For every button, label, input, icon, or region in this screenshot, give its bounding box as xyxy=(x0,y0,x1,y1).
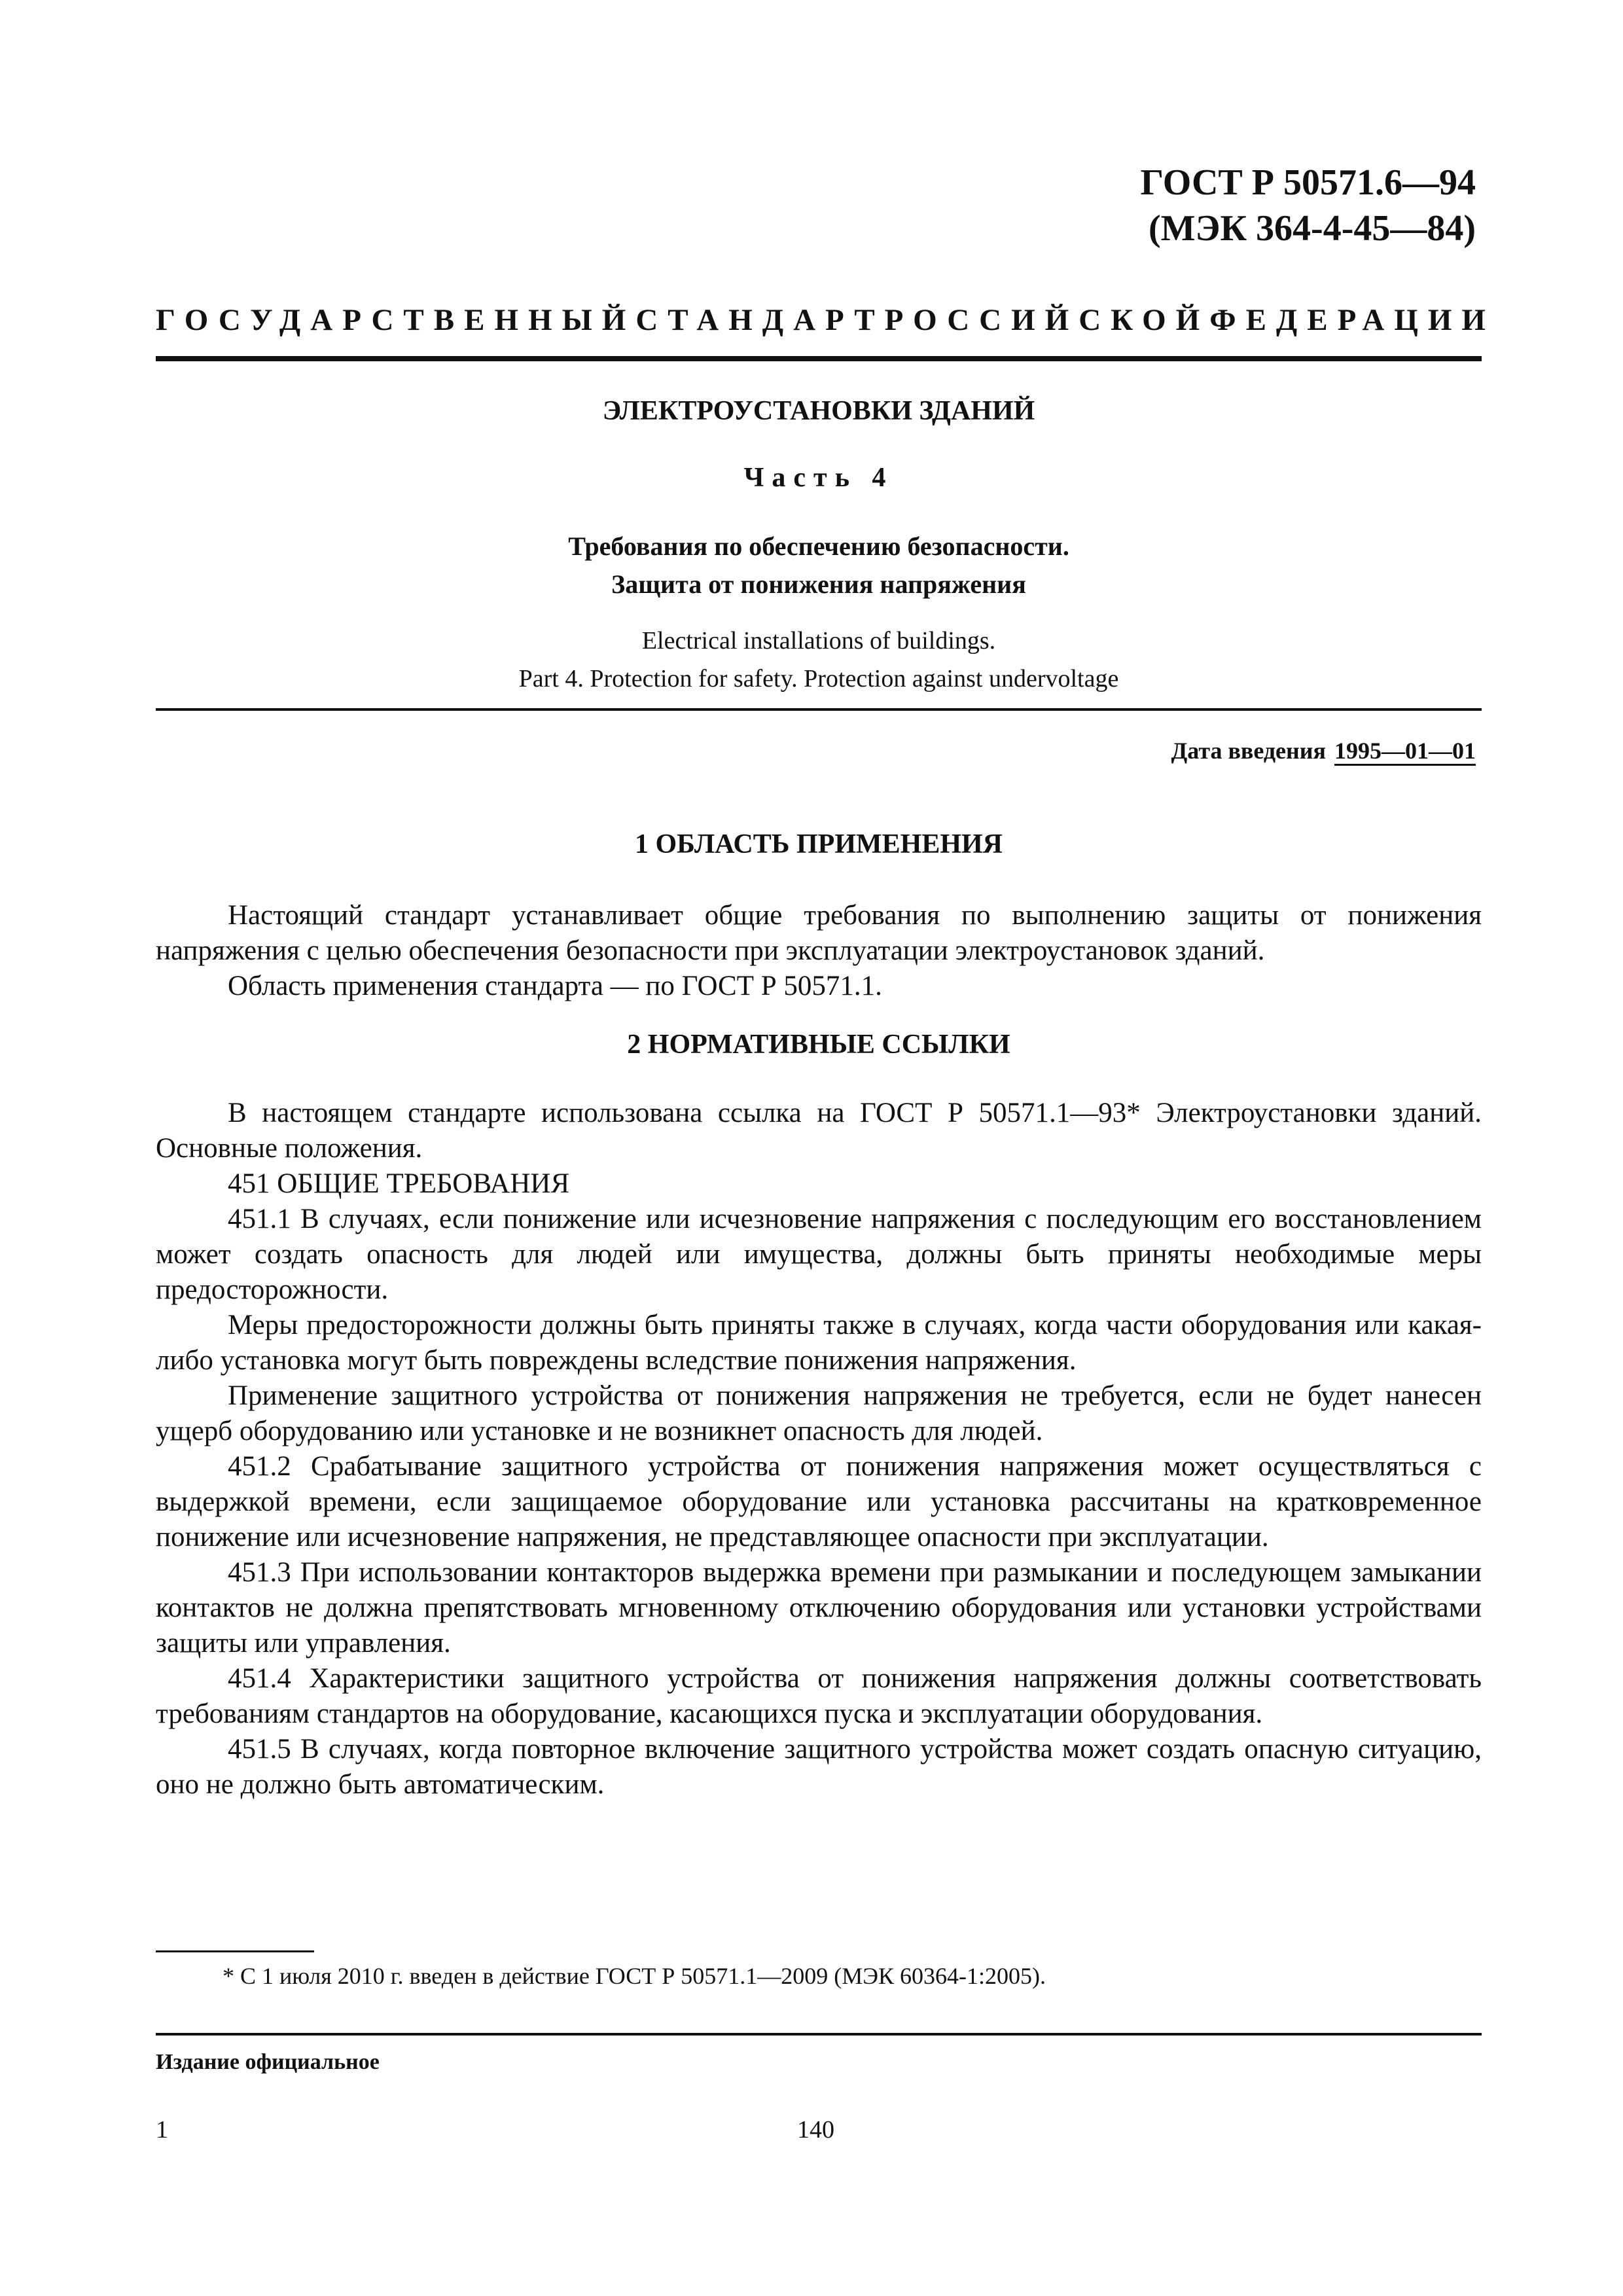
section-1-heading: 1 ОБЛАСТЬ ПРИМЕНЕНИЯ xyxy=(634,829,1003,859)
paragraph: Применение защитного устройства от понижения напряжения не требуется, если не будет нанесен ущерб оборудованию или установке и не возникнет опасность для людей. xyxy=(156,1380,1482,1446)
section-1-body xyxy=(156,898,1482,1004)
state-standard-heading xyxy=(156,302,1495,338)
section-2-body xyxy=(156,1096,1482,1803)
paragraph: Область применения стандарта — по ГОСТ Р 50571.1. xyxy=(228,971,882,1001)
english-line-2: Part 4. Protection for safety. Protection against undervoltage xyxy=(518,665,1119,692)
paragraph: 451.2 Срабатывание защитного устройства от понижения напряжения может осуществляться с выдержкой времени, если защищаемое оборудование или установка рассчитаны на кратковременное понижение или исчезновение напряжения, не представляющее опасности при эксплуатации. xyxy=(156,1451,1482,1552)
section-2-heading: 2 НОРМАТИВНЫЕ ССЫЛКИ xyxy=(627,1030,1010,1060)
english-line-1: Electrical installations of buildings. xyxy=(641,627,996,655)
state-word-1: ГОСУДАРСТВЕННЫЙ xyxy=(156,303,636,337)
part-label: Часть 4 xyxy=(743,463,894,493)
document-designation xyxy=(1141,160,1476,251)
paragraph: 451.5 В случаях, когда повторное включение защитного устройства может создать опасную ситуацию, оно не должно быть автоматическим. xyxy=(156,1734,1482,1800)
subtitle-line-2: Защита от понижения напряжения xyxy=(611,569,1026,599)
paragraph: Меры предосторожности должны быть приняты также в случаях, когда части оборудования или какая-либо установка могут быть повреждены вследствие понижения напряжения. xyxy=(156,1310,1482,1376)
state-word-2: СТАНДАРТ xyxy=(635,303,885,337)
state-word-3: РОССИЙСКОЙ xyxy=(884,303,1210,337)
english-title xyxy=(156,622,1482,698)
paragraph: 451.1 В случаях, если понижение или исчезновение напряжения с последующим его восстановлением может создать опасность для людей или имущества, должны быть приняты необходимые меры предосторожности. xyxy=(156,1204,1482,1305)
paragraph: В настоящем стандарте использована ссылка на ГОСТ Р 50571.1—93* Электроустановки зданий. Основные положения. xyxy=(156,1098,1482,1164)
subsection-heading: 451 ОБЩИЕ ТРЕБОВАНИЯ xyxy=(228,1168,570,1199)
introduction-date xyxy=(1171,737,1476,764)
paragraph: 451.4 Характеристики защитного устройства от понижения напряжения должны соответствовать требованиям стандартов на оборудование, касающихся пуска и эксплуатации оборудования. xyxy=(156,1663,1482,1729)
sheet-number: 1 xyxy=(156,2116,168,2144)
edition-label: Издание официальное xyxy=(156,2050,380,2074)
intro-date-label: Дата введения xyxy=(1171,738,1326,764)
paragraph: Настоящий стандарт устанавливает общие требования по выполнению защиты от понижения напряжения с целью обеспечения безопасности при эксплуатации электроустановок зданий. xyxy=(156,900,1482,966)
footnote-divider xyxy=(156,1950,314,1952)
intro-date-value: 1995—01—01 xyxy=(1334,738,1476,764)
footnote: * С 1 июля 2010 г. введен в действие ГОСТ Р 50571.1—2009 (МЭК 60364-1:2005). xyxy=(223,1963,1046,1989)
document-subtitle xyxy=(156,528,1482,603)
footer-divider xyxy=(156,2033,1482,2036)
top-divider xyxy=(156,356,1482,361)
title-divider xyxy=(156,708,1482,711)
page-number: 140 xyxy=(797,2116,834,2144)
gost-number: ГОСТ Р 50571.6—94 xyxy=(1140,162,1476,203)
state-word-4: ФЕДЕРАЦИИ xyxy=(1209,303,1495,337)
iec-number: (МЭК 364-4-45—84) xyxy=(1148,208,1476,249)
paragraph: 451.3 При использовании контакторов выдержка времени при размыкании и последующем замыкании контактов не должна препятствовать мгновенному отключению оборудования или установки устройствами защиты или управления. xyxy=(156,1557,1482,1659)
subtitle-line-1: Требования по обеспечению безопасности. xyxy=(568,531,1069,561)
document-title: ЭЛЕКТРОУСТАНОВКИ ЗДАНИЙ xyxy=(602,396,1035,426)
